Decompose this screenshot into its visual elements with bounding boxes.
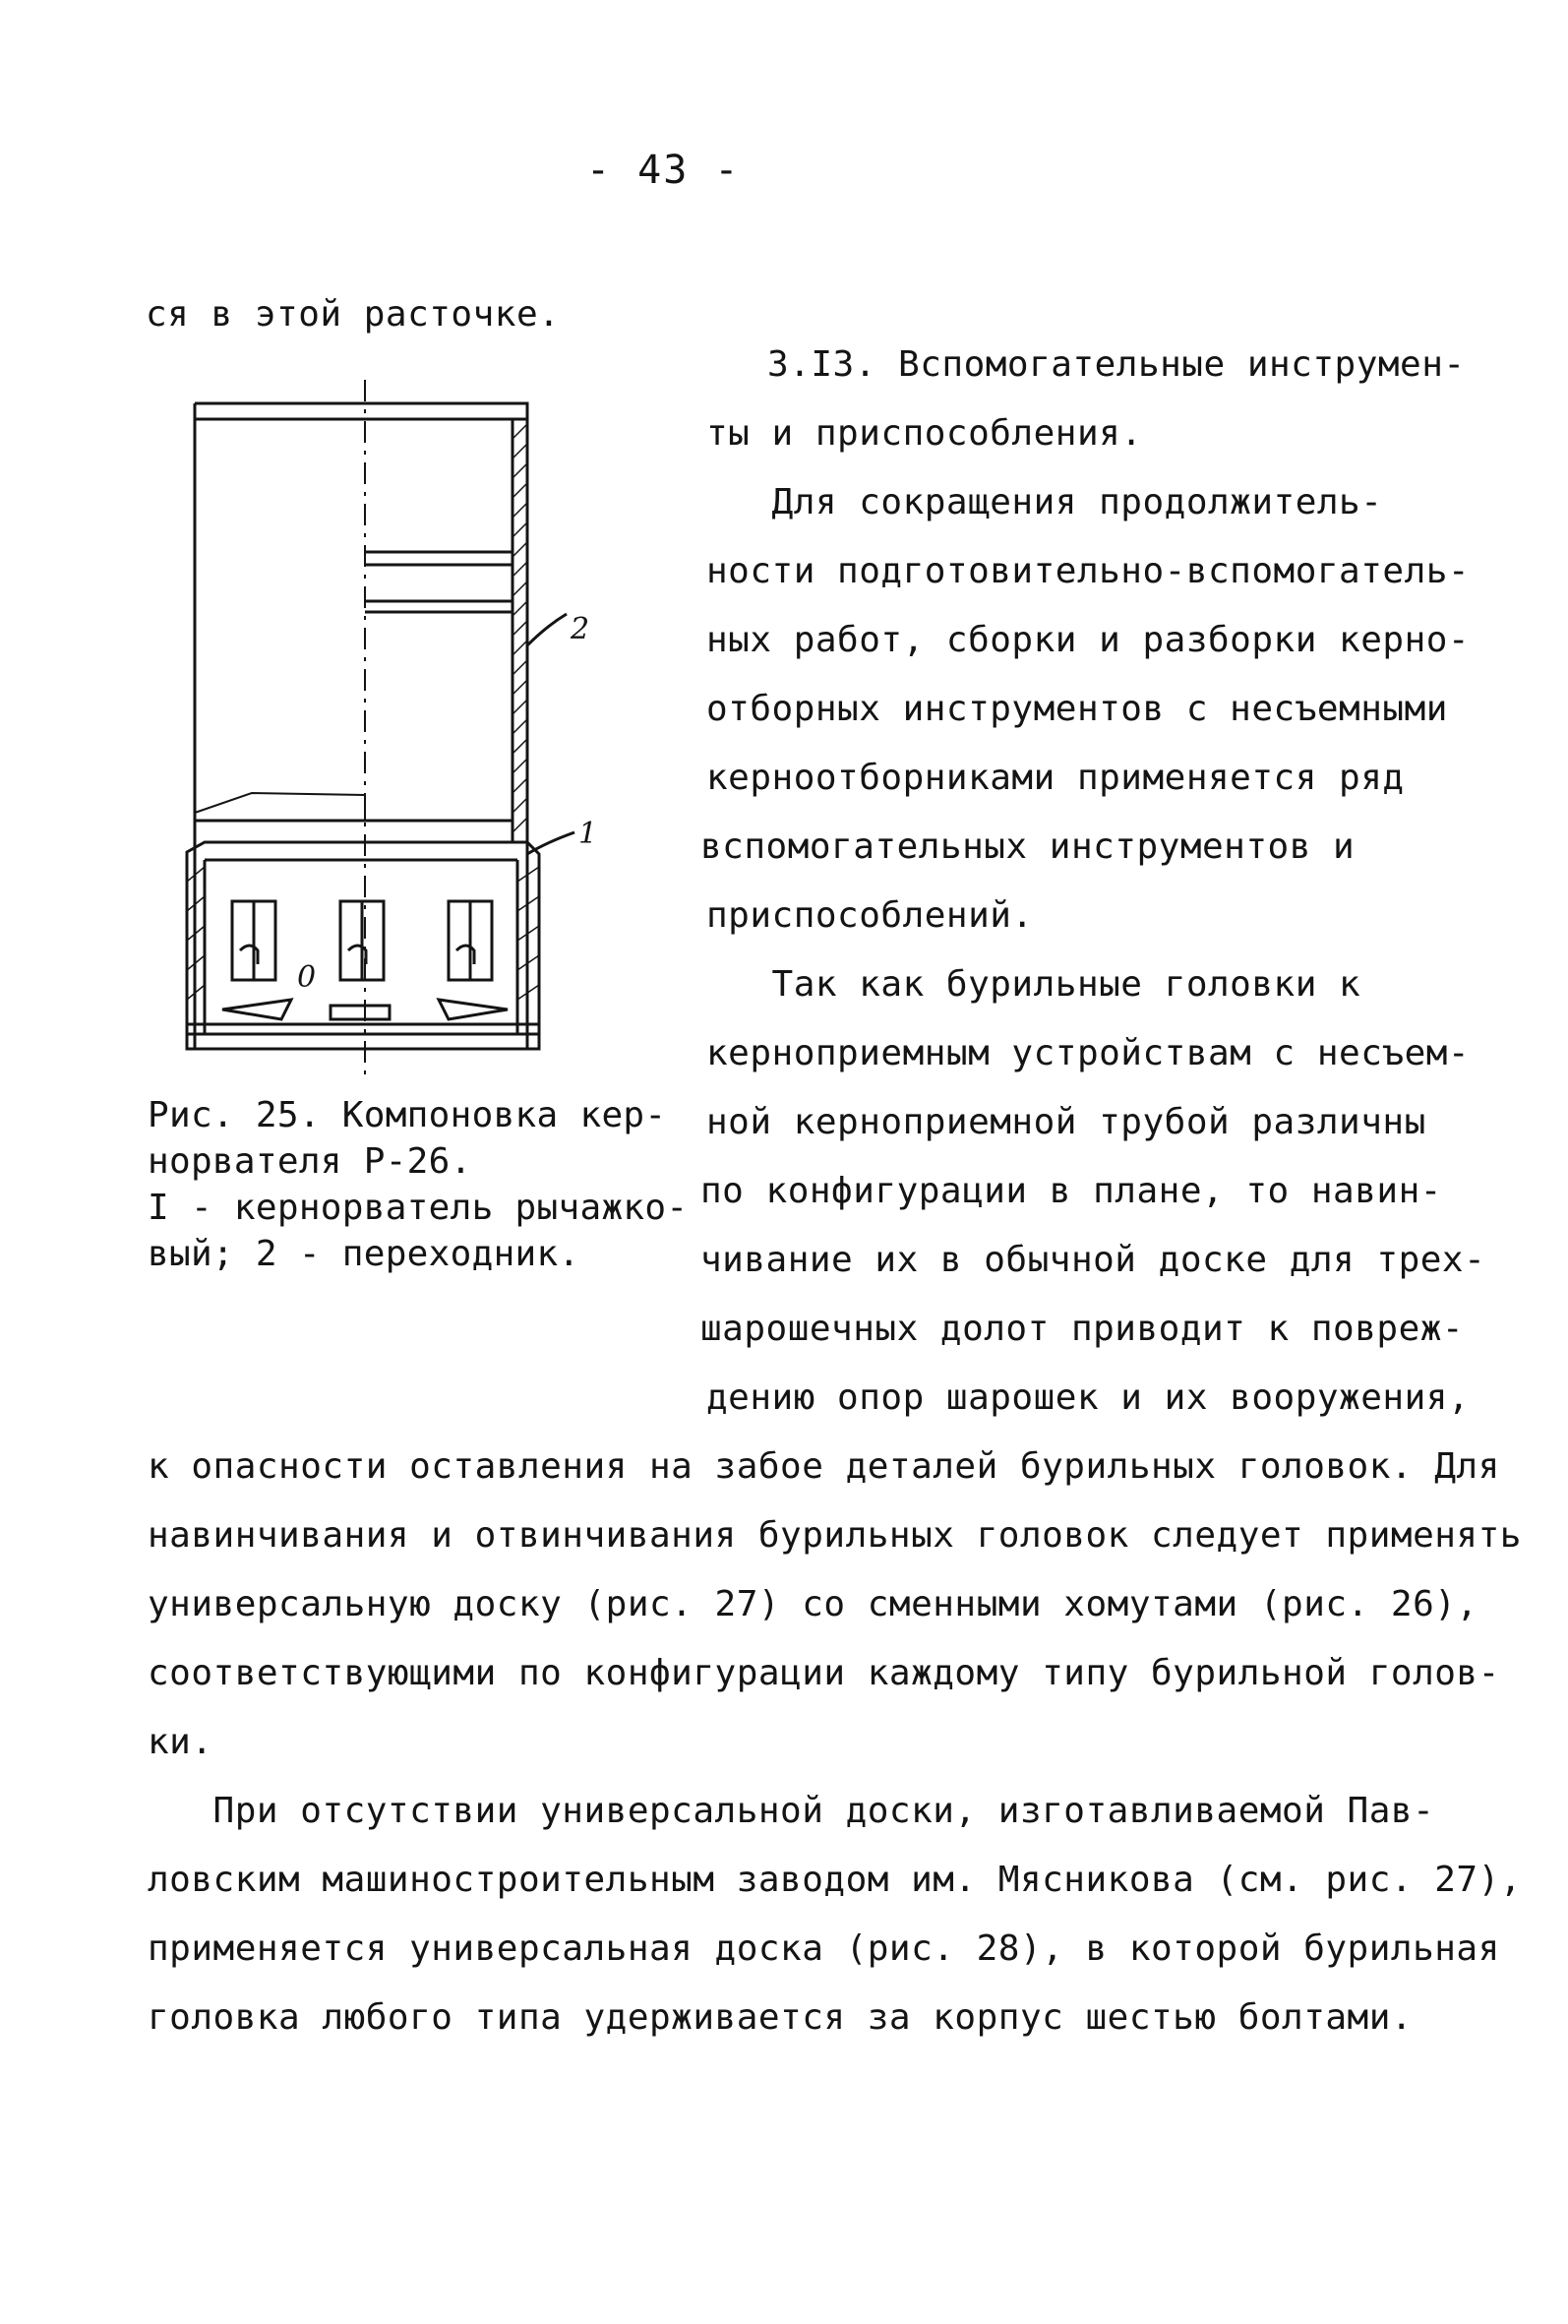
callout-label-0: 0: [297, 960, 317, 995]
right-column-line: ты и приспособления.: [706, 413, 1143, 454]
body-line: навинчивания и отвинчивания бурильных головок следует применять: [148, 1515, 1522, 1556]
right-column-line: дению опор шарошек и их вооружения,: [706, 1377, 1471, 1418]
right-column-line: 3.I3. Вспомогательные инструмен-: [767, 344, 1466, 385]
right-column-line: ных работ, сборки и разборки керно-: [706, 620, 1471, 660]
callout-label-1: 1: [578, 817, 598, 851]
leader-line-2: [527, 614, 567, 645]
leader-line-1: [527, 832, 574, 854]
intro-line: ся в этой расточке.: [146, 294, 561, 335]
body-line: головка любого типа удерживается за корпус шестью болтами.: [148, 1997, 1414, 2038]
right-column-line: керноприемным устройствам с несъем-: [706, 1033, 1471, 1073]
right-column-line: ности подготовительно-вспомогатель-: [706, 551, 1471, 591]
body-line: к опасности оставления на забое деталей бурильных головок. Для: [148, 1446, 1500, 1487]
right-column-line: чивание их в обычной доске для трех-: [700, 1240, 1486, 1280]
right-column-line: ной керноприемной трубой различны: [706, 1102, 1426, 1142]
right-column-line: Так как бурильные головки к: [706, 964, 1361, 1005]
right-column-line: приспособлений.: [706, 895, 1034, 936]
figure-caption-line: I - кернорватель рычажко-: [148, 1188, 689, 1228]
core-catcher-svg: [183, 380, 596, 1078]
figure-core-catcher-drawing: [183, 380, 596, 1078]
page-number: - 43 -: [586, 148, 741, 193]
right-column-line: вспомогательных инструментов и: [700, 826, 1356, 867]
figure-caption-line: норвателя Р-26.: [148, 1141, 472, 1182]
body-line: При отсутствии универсальной доски, изготавливаемой Пав-: [148, 1791, 1435, 1831]
body-line: соответствующими по конфигурации каждому типу бурильной голов-: [148, 1653, 1500, 1693]
right-column-line: по конфигурации в плане, то навин-: [700, 1171, 1442, 1211]
figure-caption-line: вый; 2 - переходник.: [148, 1234, 580, 1274]
right-column-line: шарошечных долот приводит к повреж-: [700, 1309, 1465, 1349]
right-column-line: отборных инструментов с несъемными: [706, 689, 1448, 729]
right-column-line: Для сокращения продолжитель-: [706, 482, 1383, 522]
body-line: универсальную доску (рис. 27) со сменными хомутами (рис. 26),: [148, 1584, 1478, 1624]
callout-label-2: 2: [571, 612, 590, 646]
body-line: применяется универсальная доска (рис. 28), в которой бурильная: [148, 1928, 1500, 1969]
figure-caption-line: Рис. 25. Компоновка кер-: [148, 1095, 667, 1135]
body-line: ки.: [148, 1722, 213, 1762]
body-line: ловским машиностроительным заводом им. Мясникова (см. рис. 27),: [148, 1860, 1522, 1900]
right-column-line: керноотборниками применяется ряд: [706, 758, 1405, 798]
